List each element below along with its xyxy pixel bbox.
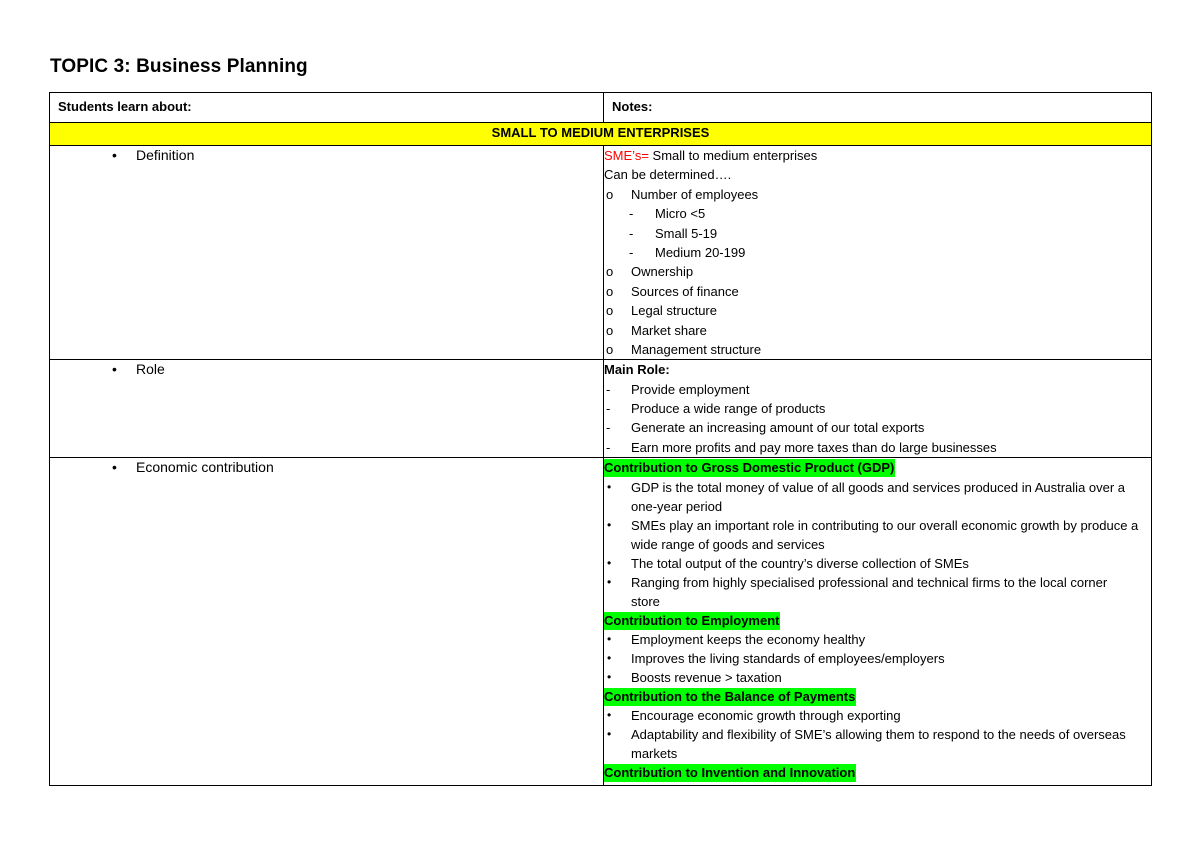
topic-definition: Definition: [136, 147, 195, 163]
list-item: [604, 418, 1151, 437]
list-item: [604, 224, 1151, 243]
list-item: [604, 438, 1151, 457]
header-row: [50, 93, 1152, 123]
list-item-text: Adaptability and flexibility of SME’s allowing them to respond to the needs of overseas markets: [631, 727, 1126, 762]
bullet-icon: •: [607, 479, 612, 494]
bullet-icon: •: [607, 632, 612, 647]
list-item: [604, 649, 1151, 668]
list-item: [604, 573, 1131, 611]
dash-icon: -: [606, 420, 611, 436]
notes-economic: [604, 458, 1152, 786]
list-item: [604, 185, 1151, 204]
table-row-definition: [50, 146, 1152, 360]
list-item-text: Employment keeps the economy healthy: [631, 632, 866, 648]
bop-heading-line: [604, 687, 1151, 706]
list-item: [604, 399, 1151, 418]
list-item: [604, 478, 1151, 516]
list-item: [604, 725, 1151, 763]
list-item-text: Ownership: [631, 264, 694, 280]
bullet-icon: •: [607, 555, 612, 570]
innovation-heading-line: [604, 763, 1151, 782]
dash-icon: -: [606, 381, 611, 397]
notes-role: [604, 360, 1152, 458]
circle-bullet-icon: o: [606, 264, 614, 280]
bullet-icon: •: [607, 708, 612, 723]
list-item-text: Sources of finance: [631, 283, 739, 299]
list-item: [604, 630, 1151, 649]
circle-bullet-icon: o: [606, 283, 614, 299]
list-item-text: The total output of the country’s diverse collection of SMEs: [631, 555, 969, 571]
left-cell-definition: [50, 146, 604, 360]
circle-bullet-icon: o: [606, 303, 614, 319]
circle-bullet-icon: o: [606, 186, 614, 202]
bullet-icon: •: [607, 727, 612, 742]
gdp-heading-line: [604, 458, 1151, 477]
bullet-icon: •: [607, 574, 612, 589]
bullet-icon: •: [112, 459, 117, 476]
list-item-text: Market share: [631, 322, 707, 338]
list-item: [604, 380, 1151, 399]
list-item-text: Micro <5: [655, 206, 706, 222]
list-item-text: Legal structure: [631, 303, 717, 319]
list-item: [604, 668, 1151, 687]
topic-economic-contribution: Economic contribution: [136, 459, 274, 476]
dash-icon: -: [606, 439, 611, 455]
list-item-text: SMEs play an important role in contributing to our overall economic growth by produce a wide range of goods and services: [631, 517, 1139, 552]
list-item-text: Small 5-19: [655, 225, 718, 241]
list-item-text: Encourage economic growth through exporting: [631, 708, 901, 724]
list-item: [604, 516, 1151, 554]
main-role-heading: Main Role:: [604, 362, 670, 378]
list-item: [604, 243, 1151, 262]
employment-heading: Contribution to Employment: [604, 612, 780, 628]
header-students-learn-about: Students learn about:: [50, 93, 604, 123]
list-item-text: Provide employment: [631, 381, 750, 397]
list-item: [604, 282, 1151, 301]
gdp-heading: Contribution to Gross Domestic Product (GDP): [604, 460, 895, 476]
list-item-text: Earn more profits and pay more taxes than do large businesses: [631, 439, 997, 455]
left-cell-role: [50, 360, 604, 458]
dash-icon: -: [629, 206, 634, 222]
list-item: [604, 340, 1151, 359]
dash-icon: -: [606, 401, 611, 417]
list-item-text: Number of employees: [631, 186, 759, 202]
bullet-icon: •: [607, 651, 612, 666]
table-row-role: [50, 360, 1152, 458]
bullet-icon: •: [112, 361, 117, 378]
sme-meaning: Small to medium enterprises: [648, 148, 818, 163]
sme-definition-line: [604, 146, 1151, 165]
list-item: [604, 554, 1151, 573]
employment-heading-line: [604, 611, 1151, 630]
notes-table: [49, 92, 1152, 786]
list-item: [604, 706, 1151, 725]
list-item-text: Medium 20-199: [655, 244, 746, 260]
list-item: [604, 321, 1151, 340]
list-item-text: Improves the living standards of employees/employers: [631, 651, 945, 667]
dash-icon: -: [629, 225, 634, 241]
list-item-text: Produce a wide range of products: [631, 401, 826, 417]
left-cell-economic: [50, 458, 604, 786]
sme-term: SME’s=: [604, 148, 649, 163]
list-item-text: Ranging from highly specialised professional and technical firms to the local corner store: [631, 574, 1108, 609]
circle-bullet-icon: o: [606, 322, 614, 338]
circle-bullet-icon: o: [606, 341, 614, 357]
list-item-text: GDP is the total money of value of all goods and services produced in Australia over a one-year period: [631, 479, 1126, 514]
topic-role: Role: [136, 361, 165, 378]
table-row-economic-contribution: [50, 458, 1152, 786]
bullet-icon: •: [112, 147, 117, 163]
list-item-text: Management structure: [631, 341, 762, 357]
list-item: [604, 204, 1151, 223]
section-row: [50, 123, 1152, 146]
list-item: [604, 301, 1151, 320]
bullet-icon: •: [607, 670, 612, 685]
balance-of-payments-heading: Contribution to the Balance of Payments: [604, 689, 856, 705]
list-item-text: Generate an increasing amount of our total exports: [631, 420, 925, 436]
header-notes: Notes:: [604, 93, 1152, 123]
invention-innovation-heading: Contribution to Invention and Innovation: [604, 765, 856, 781]
can-be-determined: Can be determined….: [604, 167, 732, 183]
dash-icon: -: [629, 244, 634, 260]
list-item-text: Boosts revenue > taxation: [631, 670, 782, 686]
section-title: SMALL TO MEDIUM ENTERPRISES: [50, 123, 1152, 146]
list-item: [604, 262, 1151, 281]
bullet-icon: •: [607, 517, 612, 532]
notes-definition: [604, 146, 1152, 360]
page-title: TOPIC 3: Business Planning: [50, 56, 308, 77]
